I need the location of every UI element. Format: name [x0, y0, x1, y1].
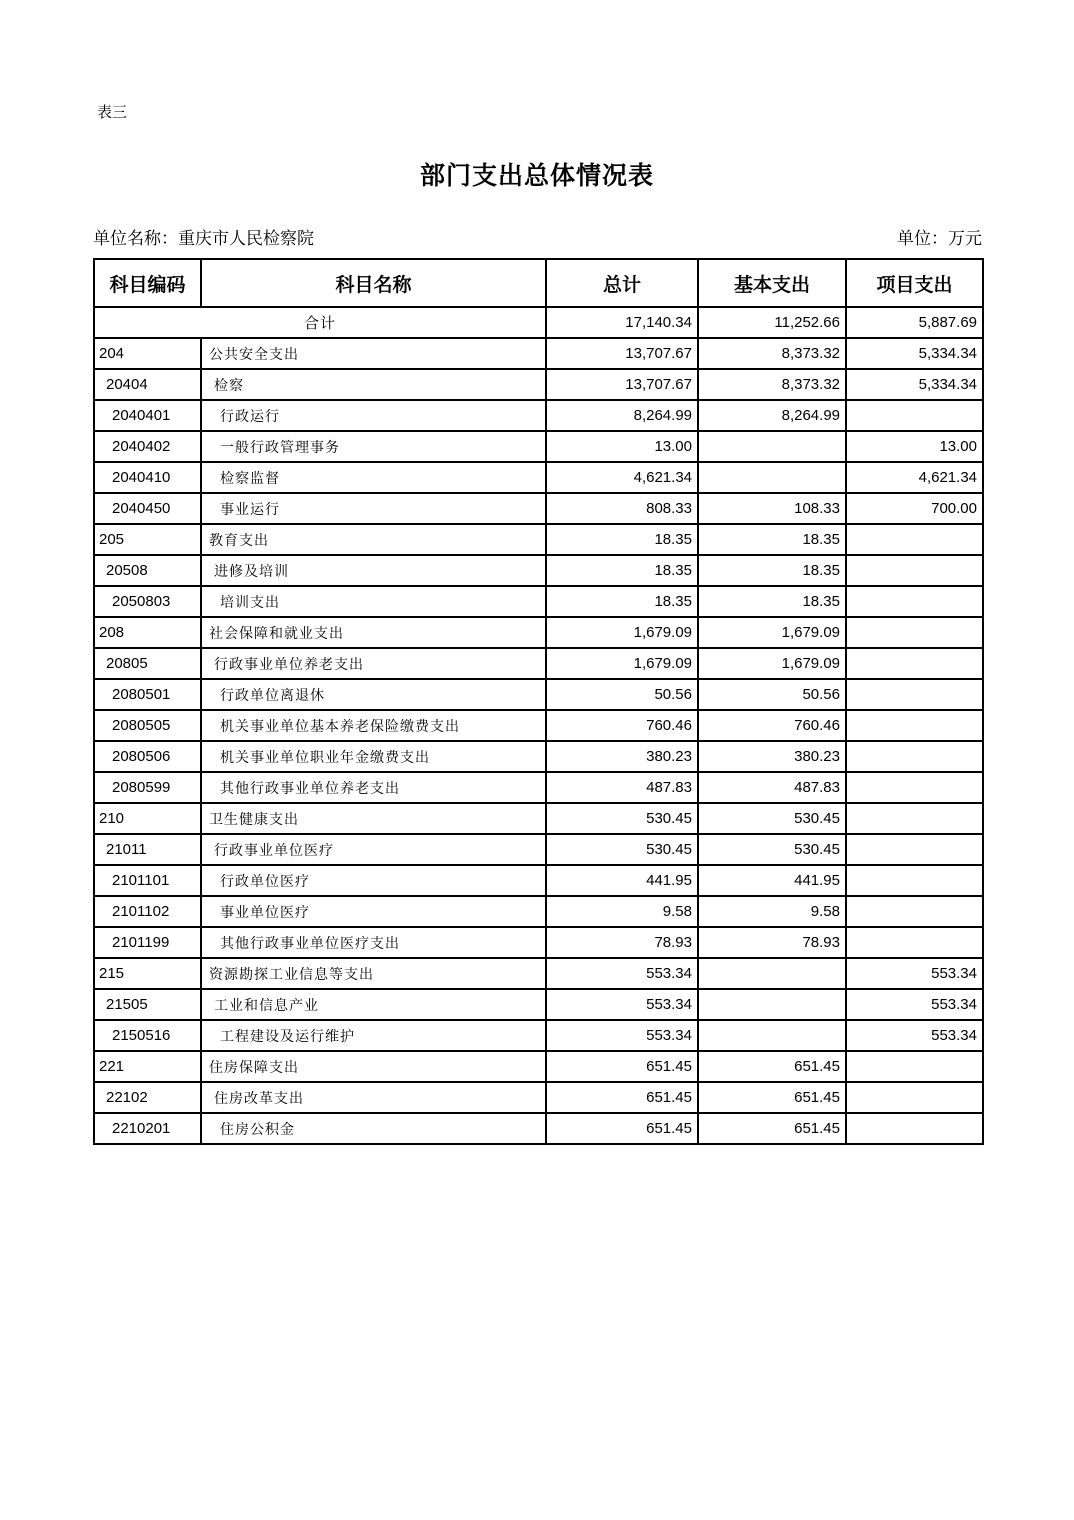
project-cell: 5,334.34 — [846, 338, 983, 369]
code-cell: 2101101 — [94, 865, 201, 896]
project-cell — [846, 1113, 983, 1144]
basic-cell: 651.45 — [698, 1082, 846, 1113]
code-cell: 2101102 — [94, 896, 201, 927]
total-cell: 4,621.34 — [546, 462, 698, 493]
sheet-number-label: 表三 — [97, 105, 128, 121]
total-cell: 18.35 — [546, 524, 698, 555]
summary-total-cell: 17,140.34 — [546, 307, 698, 338]
name-cell: 公共安全支出 — [201, 338, 546, 369]
name-cell: 机关事业单位基本养老保险缴费支出 — [201, 710, 546, 741]
total-cell: 530.45 — [546, 803, 698, 834]
name-cell: 培训支出 — [201, 586, 546, 617]
basic-cell: 18.35 — [698, 586, 846, 617]
project-cell — [846, 896, 983, 927]
name-cell: 一般行政管理事务 — [201, 431, 546, 462]
code-cell: 21505 — [94, 989, 201, 1020]
table-row — [94, 896, 983, 927]
basic-cell: 8,373.32 — [698, 338, 846, 369]
table-row — [94, 369, 983, 400]
basic-cell: 108.33 — [698, 493, 846, 524]
name-cell: 卫生健康支出 — [201, 803, 546, 834]
total-cell: 530.45 — [546, 834, 698, 865]
code-cell: 2101199 — [94, 927, 201, 958]
table-row — [94, 524, 983, 555]
unit-name-label: 单位名称：重庆市人民检察院 — [93, 229, 314, 248]
basic-cell: 9.58 — [698, 896, 846, 927]
total-cell: 50.56 — [546, 679, 698, 710]
basic-cell: 441.95 — [698, 865, 846, 896]
basic-cell: 78.93 — [698, 927, 846, 958]
name-cell: 教育支出 — [201, 524, 546, 555]
table-row — [94, 493, 983, 524]
project-cell: 5,334.34 — [846, 369, 983, 400]
column-header-basic: 基本支出 — [698, 259, 846, 307]
page-title: 部门支出总体情况表 — [419, 162, 654, 190]
basic-cell: 18.35 — [698, 524, 846, 555]
total-cell: 9.58 — [546, 896, 698, 927]
table-row — [94, 989, 983, 1020]
total-cell: 651.45 — [546, 1113, 698, 1144]
unit-of-measure-label: 单位：万元 — [897, 229, 982, 248]
table-row — [94, 338, 983, 369]
basic-cell: 1,679.09 — [698, 648, 846, 679]
name-cell: 行政事业单位医疗 — [201, 834, 546, 865]
summary-row — [94, 307, 983, 338]
code-cell: 2040401 — [94, 400, 201, 431]
summary-basic-cell: 11,252.66 — [698, 307, 846, 338]
table-row — [94, 555, 983, 586]
total-cell: 78.93 — [546, 927, 698, 958]
project-cell — [846, 617, 983, 648]
column-header-total: 总计 — [546, 259, 698, 307]
code-cell: 2040410 — [94, 462, 201, 493]
basic-cell — [698, 989, 846, 1020]
column-header-code: 科目编码 — [94, 259, 201, 307]
total-cell: 1,679.09 — [546, 648, 698, 679]
project-cell — [846, 524, 983, 555]
table-row — [94, 865, 983, 896]
table-row — [94, 927, 983, 958]
table-row — [94, 400, 983, 431]
total-cell: 651.45 — [546, 1051, 698, 1082]
code-cell: 205 — [94, 524, 201, 555]
project-cell: 553.34 — [846, 958, 983, 989]
name-cell: 其他行政事业单位养老支出 — [201, 772, 546, 803]
total-cell: 13,707.67 — [546, 369, 698, 400]
project-cell — [846, 741, 983, 772]
total-cell: 18.35 — [546, 586, 698, 617]
code-cell: 2150516 — [94, 1020, 201, 1051]
code-cell: 2080505 — [94, 710, 201, 741]
basic-cell — [698, 1020, 846, 1051]
basic-cell: 8,264.99 — [698, 400, 846, 431]
table-row — [94, 1113, 983, 1144]
code-cell: 2080501 — [94, 679, 201, 710]
project-cell — [846, 834, 983, 865]
code-cell: 208 — [94, 617, 201, 648]
project-cell — [846, 772, 983, 803]
basic-cell: 760.46 — [698, 710, 846, 741]
project-cell — [846, 555, 983, 586]
code-cell: 20404 — [94, 369, 201, 400]
project-cell — [846, 400, 983, 431]
basic-cell: 651.45 — [698, 1113, 846, 1144]
basic-cell — [698, 462, 846, 493]
name-cell: 检察监督 — [201, 462, 546, 493]
code-cell: 221 — [94, 1051, 201, 1082]
code-cell: 2080506 — [94, 741, 201, 772]
name-cell: 机关事业单位职业年金缴费支出 — [201, 741, 546, 772]
table-row — [94, 958, 983, 989]
project-cell — [846, 803, 983, 834]
project-cell — [846, 586, 983, 617]
total-cell: 13,707.67 — [546, 338, 698, 369]
total-cell: 553.34 — [546, 989, 698, 1020]
total-cell: 1,679.09 — [546, 617, 698, 648]
code-cell: 20805 — [94, 648, 201, 679]
code-cell: 20508 — [94, 555, 201, 586]
total-cell: 487.83 — [546, 772, 698, 803]
table-row — [94, 834, 983, 865]
project-cell — [846, 648, 983, 679]
basic-cell: 50.56 — [698, 679, 846, 710]
table-row — [94, 772, 983, 803]
table-row — [94, 710, 983, 741]
code-cell: 2050803 — [94, 586, 201, 617]
name-cell: 行政事业单位养老支出 — [201, 648, 546, 679]
basic-cell: 530.45 — [698, 803, 846, 834]
table-header-row — [94, 259, 983, 307]
table-row — [94, 1020, 983, 1051]
code-cell: 2080599 — [94, 772, 201, 803]
name-cell: 进修及培训 — [201, 555, 546, 586]
name-cell: 检察 — [201, 369, 546, 400]
table-row — [94, 1051, 983, 1082]
expenditure-table — [93, 258, 984, 1145]
name-cell: 住房公积金 — [201, 1113, 546, 1144]
code-cell: 2040402 — [94, 431, 201, 462]
name-cell: 事业运行 — [201, 493, 546, 524]
total-cell: 380.23 — [546, 741, 698, 772]
project-cell: 4,621.34 — [846, 462, 983, 493]
basic-cell: 18.35 — [698, 555, 846, 586]
table-row — [94, 586, 983, 617]
project-cell — [846, 865, 983, 896]
total-cell: 553.34 — [546, 1020, 698, 1051]
code-cell: 2210201 — [94, 1113, 201, 1144]
basic-cell — [698, 958, 846, 989]
basic-cell: 530.45 — [698, 834, 846, 865]
basic-cell: 8,373.32 — [698, 369, 846, 400]
name-cell: 行政单位离退休 — [201, 679, 546, 710]
basic-cell: 1,679.09 — [698, 617, 846, 648]
total-cell: 18.35 — [546, 555, 698, 586]
table-row — [94, 648, 983, 679]
name-cell: 其他行政事业单位医疗支出 — [201, 927, 546, 958]
code-cell: 22102 — [94, 1082, 201, 1113]
name-cell: 社会保障和就业支出 — [201, 617, 546, 648]
total-cell: 760.46 — [546, 710, 698, 741]
table-row — [94, 462, 983, 493]
summary-label-cell: 合计 — [94, 307, 546, 338]
code-cell: 204 — [94, 338, 201, 369]
name-cell: 工业和信息产业 — [201, 989, 546, 1020]
basic-cell: 380.23 — [698, 741, 846, 772]
summary-project-cell: 5,887.69 — [846, 307, 983, 338]
name-cell: 事业单位医疗 — [201, 896, 546, 927]
project-cell — [846, 927, 983, 958]
name-cell: 住房改革支出 — [201, 1082, 546, 1113]
project-cell — [846, 1082, 983, 1113]
table-row — [94, 1082, 983, 1113]
table-row — [94, 431, 983, 462]
table-row — [94, 741, 983, 772]
code-cell: 21011 — [94, 834, 201, 865]
total-cell: 808.33 — [546, 493, 698, 524]
project-cell — [846, 679, 983, 710]
table-row — [94, 679, 983, 710]
name-cell: 资源勘探工业信息等支出 — [201, 958, 546, 989]
project-cell: 700.00 — [846, 493, 983, 524]
basic-cell — [698, 431, 846, 462]
table-row — [94, 803, 983, 834]
total-cell: 441.95 — [546, 865, 698, 896]
meta-row — [93, 224, 982, 249]
total-cell: 651.45 — [546, 1082, 698, 1113]
name-cell: 住房保障支出 — [201, 1051, 546, 1082]
column-header-project: 项目支出 — [846, 259, 983, 307]
basic-cell: 487.83 — [698, 772, 846, 803]
project-cell: 553.34 — [846, 1020, 983, 1051]
table-row — [94, 617, 983, 648]
project-cell: 13.00 — [846, 431, 983, 462]
column-header-name: 科目名称 — [201, 259, 546, 307]
name-cell: 行政单位医疗 — [201, 865, 546, 896]
name-cell: 工程建设及运行维护 — [201, 1020, 546, 1051]
project-cell: 553.34 — [846, 989, 983, 1020]
code-cell: 2040450 — [94, 493, 201, 524]
name-cell: 行政运行 — [201, 400, 546, 431]
project-cell — [846, 1051, 983, 1082]
total-cell: 13.00 — [546, 431, 698, 462]
total-cell: 8,264.99 — [546, 400, 698, 431]
total-cell: 553.34 — [546, 958, 698, 989]
project-cell — [846, 710, 983, 741]
code-cell: 210 — [94, 803, 201, 834]
basic-cell: 651.45 — [698, 1051, 846, 1082]
code-cell: 215 — [94, 958, 201, 989]
